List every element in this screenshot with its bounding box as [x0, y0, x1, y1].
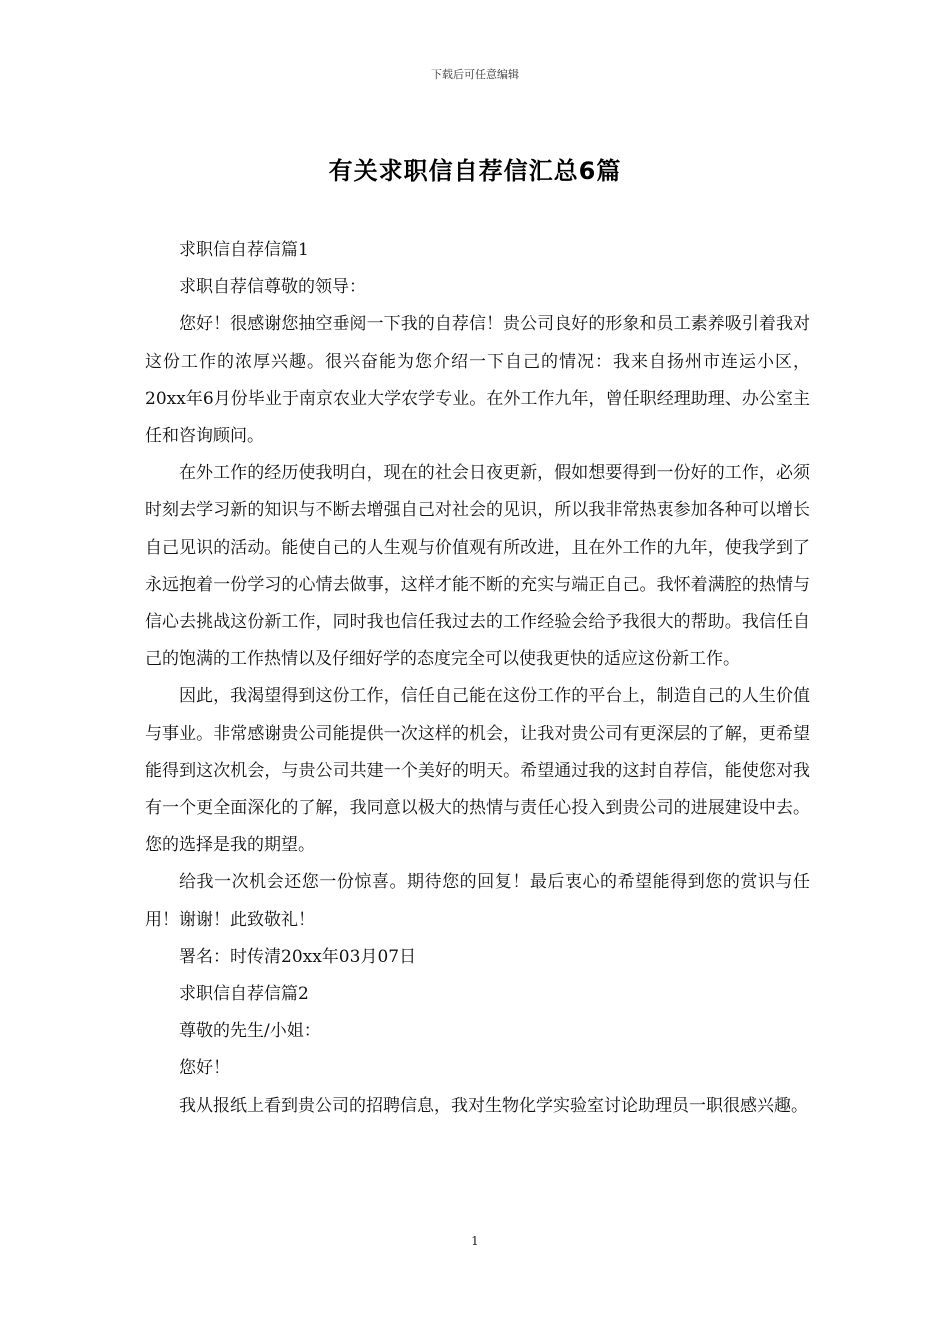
paragraph: 给我一次机会还您一份惊喜。期待您的回复！最后衷心的希望能得到您的赏识与任用！谢谢！此致敬礼！ — [145, 872, 810, 930]
paragraph: 我从报纸上看到贵公司的招聘信息，我对生物化学实验室讨论助理员一职很感兴趣。 — [179, 1095, 808, 1116]
page-number: 1 — [471, 1234, 479, 1248]
document-title: 有关求职信自荐信汇总6篇 — [328, 157, 622, 185]
paragraph-section-heading-1: 求职信自荐信篇1 — [179, 240, 309, 260]
paragraph-salutation-2: 尊敬的先生/小姐： — [179, 1021, 321, 1042]
paragraph: 在外工作的经历使我明白，现在的社会日夜更新，假如想要得到一份好的工作，必须时刻去学习新的知识与不断去增强自己对社会的见识，所以我非常热衷参加各种可以增长自己见识的活动。能使自己的人生观与价值观有所改进，且在外工作的九年，使我学到了永远抱着一份学习的心情去做事，这样才能不断的充实与端正自己。我怀着满腔的热情与信心去挑战这份新工作，同时我也信任我过去的工作经验会给予我很大的帮助。我信任自己的饱满的工作热情以及仔细好学的态度完全可以使我更快的适应这份新工作。 — [145, 463, 810, 670]
paragraph-greeting: 您好！ — [179, 1058, 230, 1079]
page-header-note: 下载后可任意编辑 — [431, 68, 519, 81]
paragraph-signature: 署名：时传清20xx年03月07日 — [179, 946, 417, 967]
paragraph-salutation-1: 求职自荐信尊敬的领导： — [179, 277, 366, 298]
document-body — [145, 232, 810, 1125]
paragraph: 因此，我渴望得到这份工作，信任自己能在这份工作的平台上，制造自己的人生价值与事业。非常感谢贵公司能提供一次这样的机会，让我对贵公司有更深层的了解，更希望能得到这次机会，与贵公司共建一个美好的明天。希望通过我的这封自荐信，能使您对我有一个更全面深化的了解，我同意以极大的热情与责任心投入到贵公司的进展建设中去。您的选择是我的期望。 — [145, 686, 810, 856]
paragraph-section-heading-2: 求职信自荐信篇2 — [179, 984, 309, 1005]
paragraph: 您好！很感谢您抽空垂阅一下我的自荐信！贵公司良好的形象和员工素养吸引着我对这份工作的浓厚兴趣。很兴奋能为您介绍一下自己的情况：我来自扬州市连运小区，20xx年6月份毕业于南京农业大学农学专业。在外工作九年，曾任职经理助理、办公室主任和咨询顾问。 — [145, 314, 810, 447]
